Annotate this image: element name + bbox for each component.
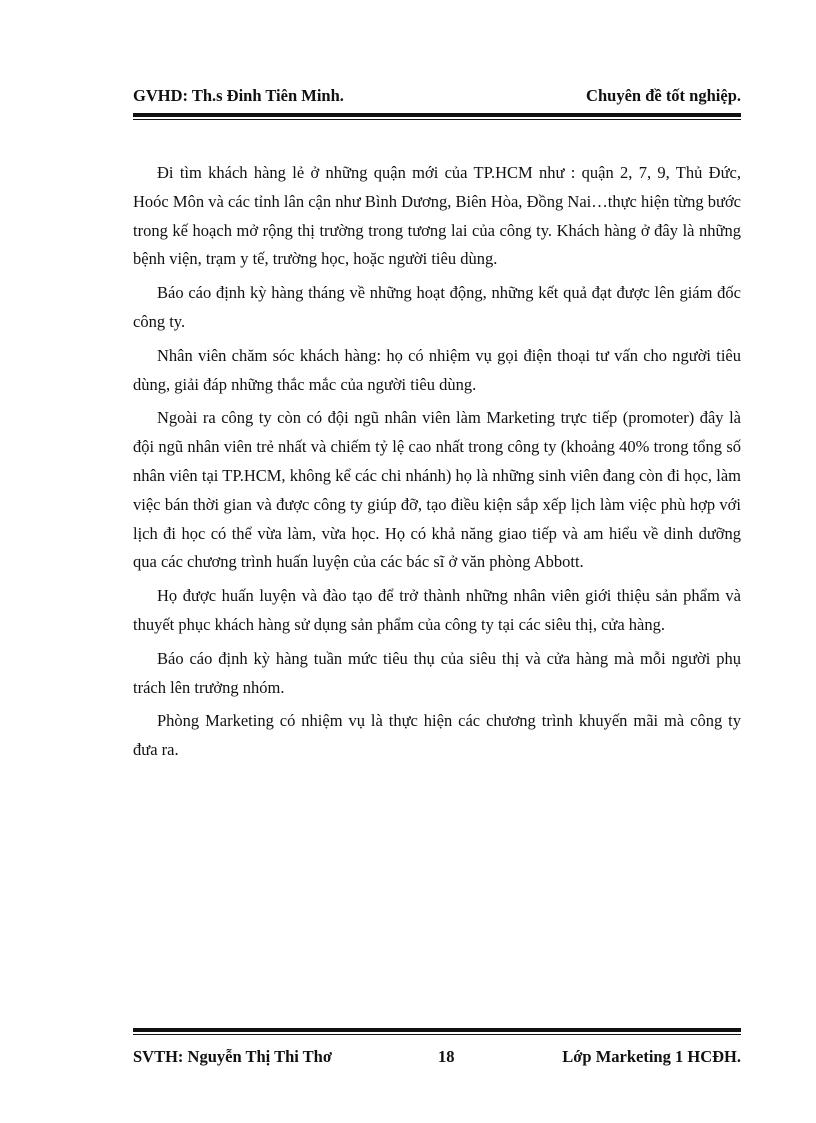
page-header: [133, 86, 741, 108]
footer-rule-thick: [133, 1028, 741, 1032]
paragraph-2: Báo cáo định kỳ hàng tháng về những hoạt động, những kết quả đạt được lên giám đốc công ty.: [133, 283, 741, 331]
page-number: 18: [438, 1047, 455, 1066]
paragraph-1: Đi tìm khách hàng lẻ ở những quận mới của TP.HCM như : quận 2, 7, 9, Thủ Đức, Hoóc Môn và các tỉnh lân cận như Bình Dương, Biên Hòa, Đồng Nai…thực hiện từng bước trong kế hoạch mở rộng thị trường trong tương lai của công ty. Khách hàng ở đây là những bệnh viện, trạm y tế, trường học, hoặc người tiêu dùng.: [133, 163, 741, 269]
paragraph-5: Họ được huấn luyện và đào tạo để trở thành những nhân viên giới thiệu sản phẩm và thuyết phục khách hàng sử dụng sản phẩm của công ty tại các siêu thị, cửa hàng.: [133, 586, 741, 634]
paragraph-6: Báo cáo định kỳ hàng tuần mức tiêu thụ của siêu thị và cửa hàng mà mỗi người phụ trách lên trưởng nhóm.: [133, 648, 741, 697]
paragraph-4: Ngoài ra công ty còn có đội ngũ nhân viên làm Marketing trực tiếp (promoter) đây là đội ngũ nhân viên trẻ nhất và chiếm tỷ lệ cao nhất trong công ty (khoảng 40% trong tổng số nhân viên tại TP.HCM, không kể các chi nhánh) họ là những sinh viên đang còn đi học, làm việc bán thời gian và được công ty giúp đỡ, tạo điều kiện sắp xếp lịch làm việc phù hợp với lịch đi học có thể vừa làm, vừa học. Họ có khả năng giao tiếp và am hiểu về dinh dưỡng qua các chương trình huấn luyện của các bác sĩ ở văn phòng Abbott.: [133, 408, 741, 572]
paragraph-3: Nhân viên chăm sóc khách hàng: họ có nhiệm vụ gọi điện thoại tư vấn cho người tiêu dùng, giải đáp những thắc mắc của người tiêu dùng.: [133, 345, 741, 394]
footer-student: SVTH: Nguyễn Thị Thi Thơ: [133, 1047, 332, 1066]
footer-rule-thin: [133, 1034, 741, 1035]
footer-class: Lớp Marketing 1 HCĐH.: [562, 1047, 741, 1066]
page-footer: [133, 1047, 741, 1069]
header-advisor: GVHD: Th.s Đinh Tiên Minh.: [133, 86, 344, 105]
paragraph-7: Phòng Marketing có nhiệm vụ là thực hiện các chương trình khuyến mãi mà công ty đưa ra.: [133, 711, 741, 760]
header-title: Chuyên đề tốt nghiệp.: [586, 86, 741, 105]
body-text: [133, 159, 741, 765]
header-rule-thin: [133, 119, 741, 120]
header-rule-thick: [133, 113, 741, 117]
